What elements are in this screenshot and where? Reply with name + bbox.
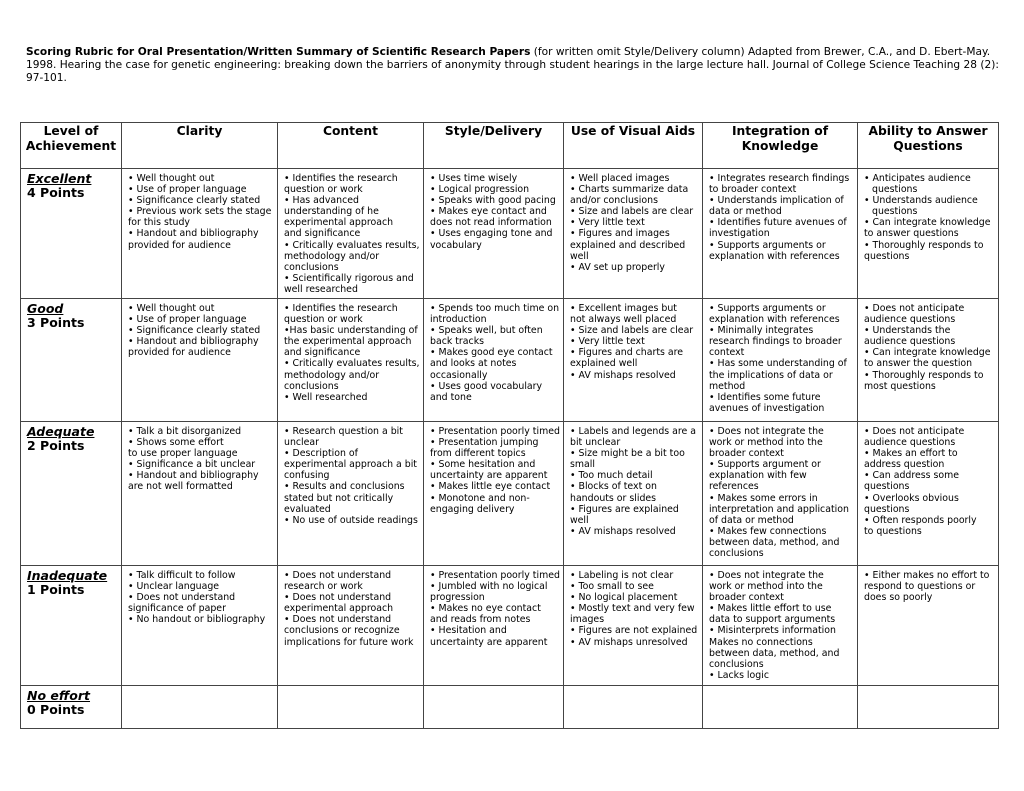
header-row <box>21 123 999 169</box>
criteria-cell <box>278 299 424 422</box>
criterion-continuation: respond to questions or <box>864 581 976 593</box>
criterion-continuation: most questions <box>864 380 936 392</box>
criterion-continuation: question or work <box>284 184 363 196</box>
criterion-continuation: experimental approach a bit <box>284 459 417 471</box>
criteria-list <box>570 299 699 381</box>
criterion-item: • Lacks logic <box>709 670 854 681</box>
criterion-item: • Unclear language <box>128 581 274 592</box>
criterion-item: • Has advanced <box>284 195 420 206</box>
document-header <box>26 46 1001 85</box>
criterion-item: • Speaks with good pacing <box>430 195 560 206</box>
criterion-item: • Significance clearly stated <box>128 325 274 336</box>
criterion-continuation: questions <box>864 250 910 262</box>
criterion-item: • Critically evaluates results, <box>284 240 420 251</box>
level-cell <box>21 299 122 422</box>
criterion-item: • Logical progression <box>430 184 560 195</box>
criterion-continuation: avenues of investigation <box>709 402 825 414</box>
criterion-item: • No logical placement <box>570 592 699 603</box>
criteria-cell <box>424 422 564 566</box>
criterion-item: • Presentation poorly timed <box>430 570 560 581</box>
criterion-item: • Well thought out <box>128 173 274 184</box>
criterion-item: • Thoroughly responds to <box>864 240 995 251</box>
criteria-list <box>570 169 699 273</box>
criteria-cell <box>424 299 564 422</box>
column-header-style-delivery: Style/Delivery <box>424 123 564 169</box>
criterion-item: • Does not understand <box>284 614 420 625</box>
criteria-list <box>709 422 854 559</box>
criterion-continuation: methodology and/or <box>284 369 380 381</box>
criterion-continuation: to use proper language <box>128 448 238 460</box>
scoring-rubric-table <box>20 122 999 729</box>
criteria-list <box>128 299 274 358</box>
criterion-item: • Figures are not explained <box>570 625 699 636</box>
criteria-list <box>570 566 699 648</box>
criterion-continuation: does so poorly <box>864 592 933 604</box>
criterion-item: • Too small to see <box>570 581 699 592</box>
table-row-excellent <box>21 169 999 299</box>
criterion-continuation: small <box>570 459 595 471</box>
criteria-list <box>128 566 274 625</box>
criterion-continuation: and significance <box>284 347 361 359</box>
document-citation: (for written omit Style/Delivery column) Adapted from Brewer, C.A., and D. Ebert-May. 1998. Hearing the case for genetic engineering: breaking down the barriers of anonymity through student hearings in the large lecture hall. Journal of College Science Teaching 28 (2): 97-101. <box>26 46 999 84</box>
criterion-continuation: context <box>709 347 745 359</box>
criterion-item: • Results and conclusions <box>284 481 420 492</box>
criterion-continuation: conclusions or recognize <box>284 625 400 637</box>
criterion-item: • Scientifically rigorous and <box>284 273 420 284</box>
table-row-no-effort <box>21 686 999 729</box>
criterion-item: • Too much detail <box>570 470 699 481</box>
criterion-continuation: method <box>709 380 746 392</box>
criterion-item: • Labeling is not clear <box>570 570 699 581</box>
criterion-item: • Handout and bibliography <box>128 470 274 481</box>
criterion-item: • Monotone and non- <box>430 493 560 504</box>
criterion-item: • Makes little effort to use <box>709 603 854 614</box>
criterion-continuation: to broader context <box>709 184 797 196</box>
criterion-item: • AV mishaps resolved <box>570 370 699 381</box>
level-cell <box>21 566 122 686</box>
criteria-cell <box>122 566 278 686</box>
criteria-cell <box>858 566 999 686</box>
criteria-list <box>430 566 560 648</box>
criterion-continuation: explanation with references <box>709 314 840 326</box>
criteria-cell <box>122 299 278 422</box>
criteria-cell <box>278 686 424 729</box>
criteria-cell <box>703 169 858 299</box>
criterion-item: • Figures and images <box>570 228 699 239</box>
criteria-list <box>284 299 420 403</box>
criterion-item: • Talk difficult to follow <box>128 570 274 581</box>
criterion-continuation: bit unclear <box>570 437 621 449</box>
rubric-body <box>21 169 999 729</box>
criterion-continuation: handouts or slides <box>570 492 657 504</box>
criterion-item: • Makes no eye contact <box>430 603 560 614</box>
criteria-cell <box>122 169 278 299</box>
criterion-continuation: audience questions <box>864 336 956 348</box>
criteria-cell <box>858 169 999 299</box>
criterion-continuation: are not well formatted <box>128 481 233 493</box>
column-header-level: Level of Achievement <box>21 123 122 169</box>
criterion-item: • Does not integrate the <box>709 570 854 581</box>
criterion-item: • Figures and charts are <box>570 347 699 358</box>
criterion-item: • Integrates research findings <box>709 173 854 184</box>
criterion-continuation: between data, method, and <box>709 647 840 659</box>
criterion-item: • Overlooks obvious <box>864 493 995 504</box>
criterion-continuation: images <box>570 614 605 626</box>
criteria-cell <box>424 169 564 299</box>
criterion-item: • Presentation poorly timed <box>430 426 560 437</box>
criteria-cell <box>564 169 703 299</box>
criteria-list <box>864 169 995 262</box>
criterion-item: • Makes good eye contact <box>430 347 560 358</box>
criterion-continuation: of data or method <box>709 514 794 526</box>
criteria-cell <box>278 169 424 299</box>
criterion-item: • Supports arguments or <box>709 303 854 314</box>
criteria-list <box>430 422 560 515</box>
criteria-list <box>864 422 995 537</box>
criterion-item: • No handout or bibliography <box>128 614 274 625</box>
criterion-continuation: Makes no connections <box>709 636 813 648</box>
criteria-cell <box>703 566 858 686</box>
criterion-item: • Uses engaging tone and <box>430 228 560 239</box>
table-row-adequate <box>21 422 999 566</box>
column-header-content: Content <box>278 123 424 169</box>
criterion-item: • Does not anticipate <box>864 426 995 437</box>
criteria-list <box>430 299 560 403</box>
criterion-item: • Spends too much time on <box>430 303 560 314</box>
criterion-continuation: broader context <box>709 592 784 604</box>
criterion-item: • Often responds poorly <box>864 515 995 526</box>
criterion-item: • Jumbled with no logical <box>430 581 560 592</box>
criterion-continuation: to answer the question <box>864 358 973 370</box>
criteria-cell <box>858 422 999 566</box>
criterion-continuation: to answer questions <box>864 228 959 240</box>
criteria-list <box>709 299 854 414</box>
criterion-item: • Handout and bibliography <box>128 336 274 347</box>
criteria-list <box>570 422 699 537</box>
criterion-item: • Can integrate knowledge <box>864 217 995 228</box>
criterion-item: • Use of proper language <box>128 184 274 195</box>
criterion-continuation: back tracks <box>430 336 485 348</box>
criterion-item: • Use of proper language <box>128 314 274 325</box>
criterion-continuation: well researched <box>284 283 358 295</box>
criterion-item: • Makes some errors in <box>709 493 854 504</box>
criterion-item: • Makes little eye contact <box>430 481 560 492</box>
criterion-continuation: data to support arguments <box>709 614 836 626</box>
criterion-item: • Size and labels are clear <box>570 206 699 217</box>
column-header-integration: Integration of Knowledge <box>703 123 858 169</box>
criterion-item: • Labels and legends are a <box>570 426 699 437</box>
criterion-item: • Handout and bibliography <box>128 228 274 239</box>
criterion-continuation: occasionally <box>430 369 488 381</box>
criterion-item: • Does not anticipate <box>864 303 995 314</box>
criterion-continuation: questions <box>872 206 918 218</box>
level-name: No effort <box>27 688 91 703</box>
criteria-list <box>128 422 274 493</box>
criterion-continuation: for this study <box>128 217 190 229</box>
level-cell <box>21 686 122 729</box>
level-points: 3 Points <box>27 315 85 330</box>
column-header-clarity: Clarity <box>122 123 278 169</box>
criterion-item: • Very little text <box>570 336 699 347</box>
criterion-continuation: and/or conclusions <box>570 195 658 207</box>
level-name: Excellent <box>27 171 92 186</box>
criteria-cell <box>564 566 703 686</box>
criteria-list <box>284 169 420 295</box>
criterion-continuation: address question <box>864 459 945 471</box>
criterion-continuation: questions <box>872 184 918 196</box>
criterion-continuation: conclusions <box>709 548 764 560</box>
criteria-list <box>284 566 420 648</box>
criteria-cell <box>858 299 999 422</box>
level-points: 2 Points <box>27 438 85 453</box>
criterion-item: • Talk a bit disorganized <box>128 426 274 437</box>
criterion-continuation: broader context <box>709 448 784 460</box>
criterion-continuation: confusing <box>284 470 330 482</box>
criterion-item: • Description of <box>284 448 420 459</box>
criterion-item: • Makes an effort to <box>864 448 995 459</box>
criterion-continuation: does not read information <box>430 217 552 229</box>
criterion-item: • Research question a bit <box>284 426 420 437</box>
criterion-continuation: explained and described <box>570 239 686 251</box>
criteria-cell <box>122 422 278 566</box>
criterion-continuation: introduction <box>430 314 487 326</box>
criterion-item: • Blocks of text on <box>570 481 699 492</box>
criterion-item: • AV set up properly <box>570 262 699 273</box>
level-points: 0 Points <box>27 702 85 717</box>
document-title: Scoring Rubric for Oral Presentation/Written Summary of Scientific Research Papers <box>26 46 531 58</box>
criterion-continuation: unclear <box>284 437 320 449</box>
criterion-item: • Does not understand <box>284 570 420 581</box>
criterion-continuation: conclusions <box>284 261 339 273</box>
criterion-continuation: evaluated <box>284 503 331 515</box>
criteria-list <box>709 566 854 681</box>
criterion-item: • Charts summarize data <box>570 184 699 195</box>
column-header-answer-questions: Ability to Answer Questions <box>858 123 999 169</box>
criterion-item: • Previous work sets the stage <box>128 206 274 217</box>
criterion-continuation: question or work <box>284 314 363 326</box>
criteria-list <box>430 169 560 251</box>
criterion-continuation: not always well placed <box>570 314 677 326</box>
criterion-continuation: audience questions <box>864 314 956 326</box>
criteria-cell <box>564 299 703 422</box>
criterion-item: • Supports argument or <box>709 459 854 470</box>
criterion-item: • Misinterprets information <box>709 625 854 636</box>
criterion-continuation: well <box>570 514 589 526</box>
criterion-item: • Understands implication of <box>709 195 854 206</box>
criterion-continuation: uncertainty are apparent <box>430 470 548 482</box>
criteria-cell <box>424 566 564 686</box>
criterion-item: • Either makes no effort to <box>864 570 995 581</box>
criterion-continuation: research or work <box>284 581 363 593</box>
criterion-item: • Mostly text and very few <box>570 603 699 614</box>
criterion-continuation: data or method <box>709 206 782 218</box>
criteria-cell <box>564 686 703 729</box>
criterion-continuation: from different topics <box>430 448 526 460</box>
criterion-continuation: methodology and/or <box>284 250 380 262</box>
criteria-cell <box>278 566 424 686</box>
criterion-item: • Shows some effort <box>128 437 274 448</box>
criteria-cell <box>703 686 858 729</box>
criterion-item: • Understands audience <box>864 195 995 206</box>
criterion-item: • Well placed images <box>570 173 699 184</box>
criteria-list <box>864 299 995 392</box>
criteria-list <box>864 566 995 603</box>
criterion-continuation: work or method into the <box>709 581 823 593</box>
criteria-list <box>709 169 854 262</box>
criterion-item: • Uses good vocabulary <box>430 381 560 392</box>
criterion-continuation: the experimental approach <box>284 336 412 348</box>
criterion-continuation: stated but not critically <box>284 492 394 504</box>
criterion-continuation: •Has basic understanding of <box>284 325 418 337</box>
criterion-continuation: the implications of data or <box>709 369 833 381</box>
criterion-continuation: work or method into the <box>709 437 823 449</box>
criterion-continuation: progression <box>430 592 485 604</box>
criterion-continuation: experimental approach <box>284 217 394 229</box>
criterion-continuation: experimental approach <box>284 603 394 615</box>
criterion-item: • Some hesitation and <box>430 459 560 470</box>
criterion-continuation: explanation with references <box>709 250 840 262</box>
criterion-continuation: to questions <box>864 525 922 537</box>
criterion-item: • Does not understand <box>284 592 420 603</box>
criterion-item: • Critically evaluates results, <box>284 358 420 369</box>
criterion-item: • Anticipates audience <box>864 173 995 184</box>
criterion-continuation: interpretation and application <box>709 503 849 515</box>
criterion-item: • Presentation jumping <box>430 437 560 448</box>
criterion-continuation: provided for audience <box>128 347 231 359</box>
criteria-list <box>128 169 274 251</box>
criterion-item: • Hesitation and <box>430 625 560 636</box>
criteria-cell <box>424 686 564 729</box>
criterion-item: • Size and labels are clear <box>570 325 699 336</box>
level-name: Adequate <box>27 424 95 439</box>
criterion-continuation: and looks at notes <box>430 358 517 370</box>
criterion-continuation: audience questions <box>864 437 956 449</box>
criteria-cell <box>564 422 703 566</box>
criterion-continuation: questions <box>864 503 910 515</box>
criterion-item: • Figures are explained <box>570 504 699 515</box>
criterion-item: • Well researched <box>284 392 420 403</box>
criterion-item: • AV mishaps resolved <box>570 526 699 537</box>
criterion-item: • Identifies the research <box>284 173 420 184</box>
criterion-item: • Size might be a bit too <box>570 448 699 459</box>
criterion-item: • Supports arguments or <box>709 240 854 251</box>
criterion-continuation: conclusions <box>284 380 339 392</box>
criterion-item: • Does not integrate the <box>709 426 854 437</box>
column-header-visual-aids: Use of Visual Aids <box>564 123 703 169</box>
criterion-continuation: conclusions <box>709 658 764 670</box>
criterion-continuation: and reads from notes <box>430 614 531 626</box>
criterion-item: • Can integrate knowledge <box>864 347 995 358</box>
criterion-continuation: research findings to broader <box>709 336 842 348</box>
criterion-item: • Identifies the research <box>284 303 420 314</box>
level-points: 1 Points <box>27 582 85 597</box>
level-name: Good <box>27 301 64 316</box>
table-row-good <box>21 299 999 422</box>
criterion-item: • Thoroughly responds to <box>864 370 995 381</box>
criteria-cell <box>858 686 999 729</box>
criterion-item: • Does not understand <box>128 592 274 603</box>
criterion-continuation: understanding of he <box>284 206 379 218</box>
criteria-list <box>284 422 420 526</box>
criterion-item: • Significance clearly stated <box>128 195 274 206</box>
criterion-item: • Uses time wisely <box>430 173 560 184</box>
criterion-continuation: investigation <box>709 228 770 240</box>
criterion-continuation: between data, method, and <box>709 536 840 548</box>
criteria-cell <box>122 686 278 729</box>
criteria-cell <box>278 422 424 566</box>
criterion-continuation: questions <box>864 481 910 493</box>
criterion-item: • Understands the <box>864 325 995 336</box>
criterion-item: • Can address some <box>864 470 995 481</box>
criterion-item: • Identifies some future <box>709 392 854 403</box>
criterion-item: • Minimally integrates <box>709 325 854 336</box>
criterion-continuation: and significance <box>284 228 361 240</box>
criterion-continuation: engaging delivery <box>430 503 515 515</box>
criterion-continuation: vocabulary <box>430 239 482 251</box>
criterion-item: • Makes eye contact and <box>430 206 560 217</box>
criterion-continuation: explanation with few <box>709 470 807 482</box>
criteria-cell <box>703 422 858 566</box>
criterion-continuation: implications for future work <box>284 636 414 648</box>
level-name: Inadequate <box>27 568 108 583</box>
criterion-item: • Identifies future avenues of <box>709 217 854 228</box>
criterion-item: • Has some understanding of <box>709 358 854 369</box>
criterion-continuation: provided for audience <box>128 239 231 251</box>
criterion-item: • Very little text <box>570 217 699 228</box>
criterion-item: • Significance a bit unclear <box>128 459 274 470</box>
level-points: 4 Points <box>27 185 85 200</box>
criterion-item: • Excellent images but <box>570 303 699 314</box>
level-cell <box>21 169 122 299</box>
level-cell <box>21 422 122 566</box>
criterion-continuation: and tone <box>430 391 472 403</box>
criterion-continuation: well <box>570 250 589 262</box>
criterion-continuation: explained well <box>570 358 638 370</box>
criterion-item: • No use of outside readings <box>284 515 420 526</box>
criterion-continuation: significance of paper <box>128 603 226 615</box>
criterion-item: • Well thought out <box>128 303 274 314</box>
criterion-item: • AV mishaps unresolved <box>570 637 699 648</box>
table-row-inadequate <box>21 566 999 686</box>
criterion-continuation: uncertainty are apparent <box>430 636 548 648</box>
criterion-item: • Makes few connections <box>709 526 854 537</box>
criteria-cell <box>703 299 858 422</box>
criterion-continuation: references <box>709 481 759 493</box>
criterion-item: • Speaks well, but often <box>430 325 560 336</box>
